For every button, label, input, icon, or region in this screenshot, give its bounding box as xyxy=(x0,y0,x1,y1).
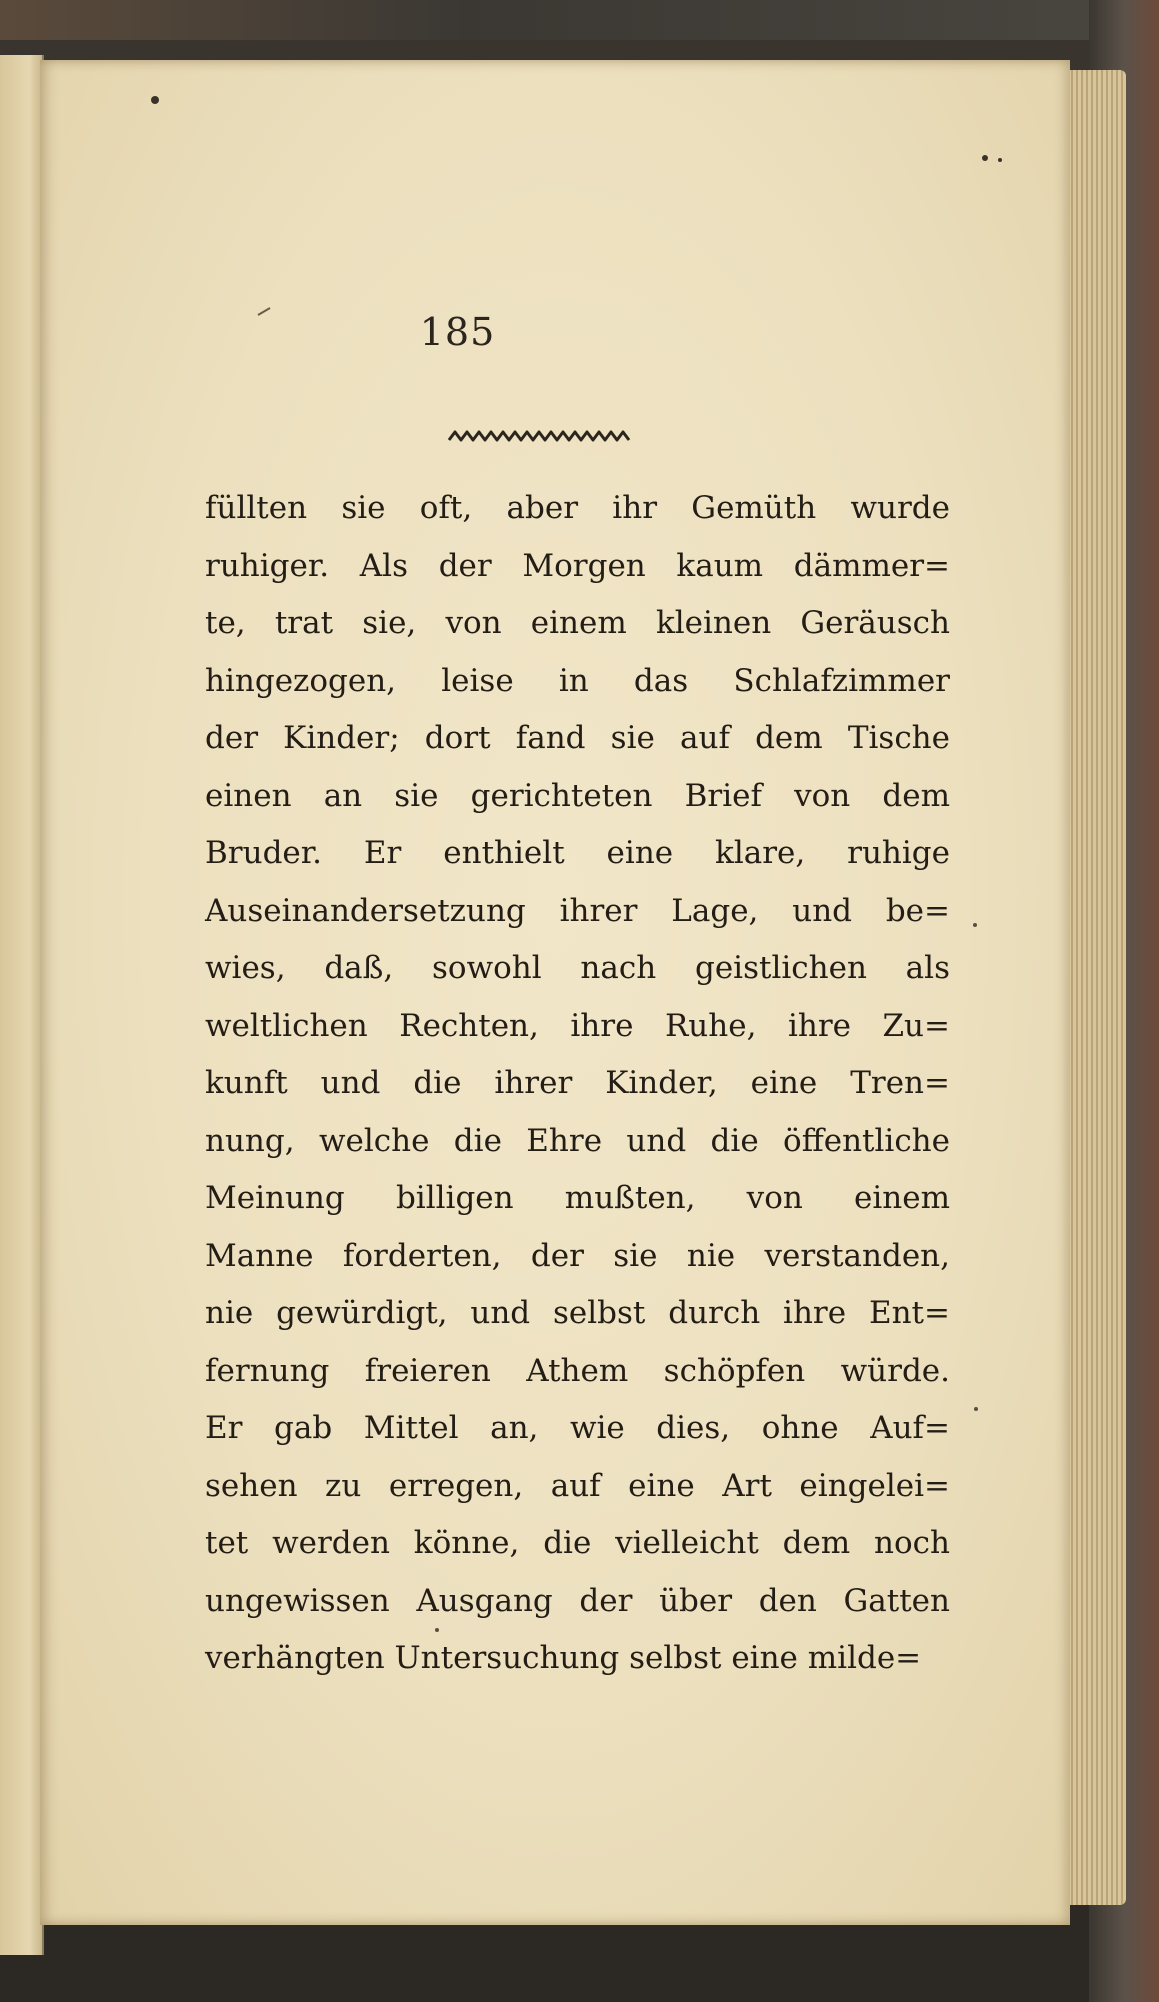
text-line: te, trat sie, von einem kleinen Geräusch xyxy=(205,605,950,641)
text-line: hingezogen, leise in das Schlafzimmer xyxy=(205,662,950,699)
text-line: wies, daß, sowohl nach geistlichen als xyxy=(205,950,950,986)
text-line: einen an sie gerichteten Brief von dem xyxy=(205,777,950,814)
text-line: Meinung billigen mußten, von einem xyxy=(205,1180,950,1216)
page-stack-edges xyxy=(1068,70,1126,1905)
body-text xyxy=(205,480,950,1688)
decorative-rule-ornament xyxy=(447,428,632,446)
book-cover-top-edge xyxy=(0,0,1159,40)
text-line: tet werden könne, die vielleicht dem noch xyxy=(205,1525,950,1561)
text-line: weltlichen Rechten, ihre Ruhe, ihre Zu= xyxy=(205,1007,950,1044)
text-line: kunft und die ihrer Kinder, eine Tren= xyxy=(205,1065,950,1101)
text-line: Bruder. Er enthielt eine klare, ruhige xyxy=(205,835,950,871)
facing-page-edge xyxy=(0,55,44,1955)
text-line: fernung freieren Athem schöpfen würde. xyxy=(205,1352,950,1389)
page-number: 185 xyxy=(419,310,496,354)
text-line: Er gab Mittel an, wie dies, ohne Auf= xyxy=(205,1410,950,1446)
text-line: sehen zu erregen, auf eine Art eingelei= xyxy=(205,1467,950,1504)
text-line: füllten sie oft, aber ihr Gemüth wurde xyxy=(205,490,950,526)
text-line: verhängten Untersuchung selbst eine milde= xyxy=(205,1640,922,1676)
text-line: nung, welche die Ehre und die öffentliche xyxy=(205,1122,950,1159)
book-page xyxy=(40,60,1070,1925)
text-line: der Kinder; dort fand sie auf dem Tische xyxy=(205,720,950,756)
text-line: nie gewürdigt, und selbst durch ihre Ent= xyxy=(205,1295,950,1331)
text-line: ungewissen Ausgang der über den Gatten xyxy=(205,1582,950,1619)
text-line: ruhiger. Als der Morgen kaum dämmer= xyxy=(205,547,950,584)
text-line: Auseinandersetzung ihrer Lage, und be= xyxy=(205,892,950,929)
text-line: Manne forderten, der sie nie verstanden, xyxy=(205,1237,950,1274)
